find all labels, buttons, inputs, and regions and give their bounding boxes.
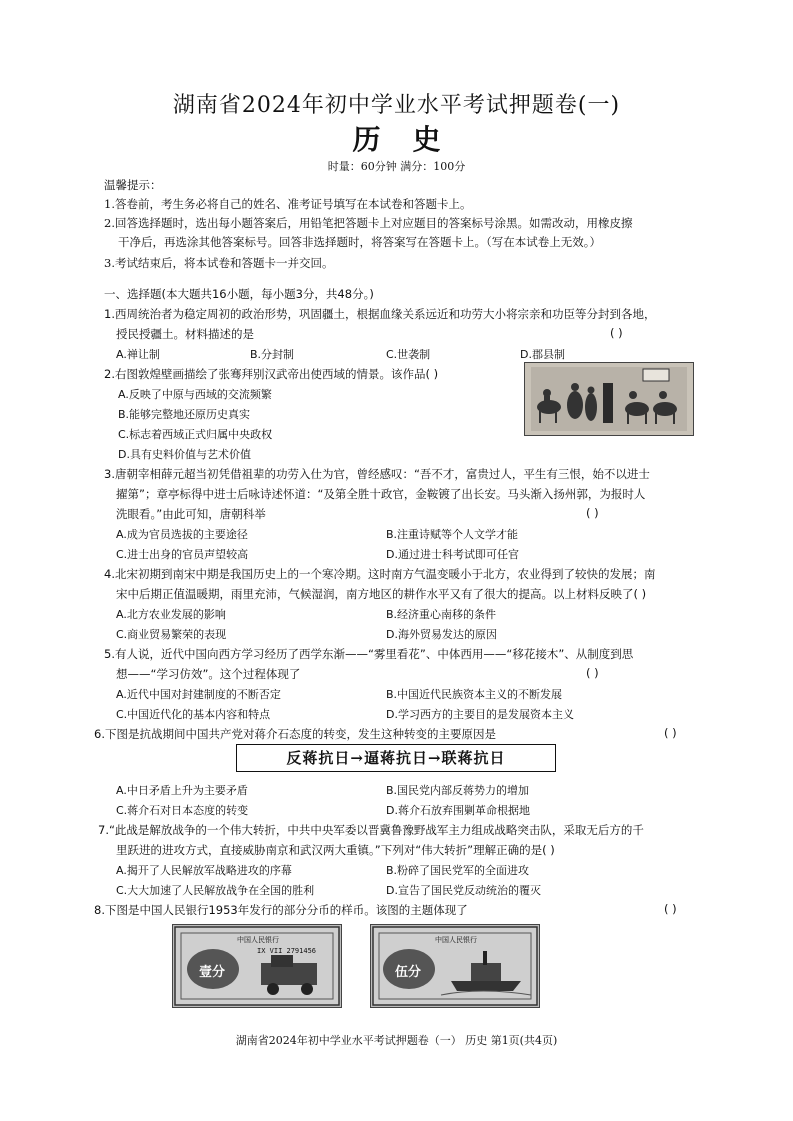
q6-option-a: A.中日矛盾上升为主要矛盾 [116,784,248,797]
q2-option-b: B.能够完整地还原历史真实 [118,408,251,421]
section-heading: 一、选择题(本大题共16小题，每小题3分，共48分。) [104,287,374,301]
q5-option-d: D.学习西方的主要目的是发展资本主义 [386,708,574,721]
exam-title: 湖南省2024年初中学业水平考试押题卷(一) [172,93,621,118]
answer-paren-8: ( ) [664,902,677,916]
q3-option-c: C.进士出身的官员声望较高 [116,548,249,561]
question-5-line-1: 5.有人说，近代中国向西方学习经历了西学东渐——“雾里看花”、中体西用——“移花接木”、从制度到思 [104,647,634,661]
question-4-line-1: 4.北宋初期到南宋中期是我国历史上的一个寒冷期。这时南方气温变暖小于北方，农业得到了较快的发展；南 [104,567,656,581]
question-4-line-2: 宋中后期正值温暖期，雨里充沛，气候湿润，南方地区的耕作水平又有了很大的提高。以上材料反映了( ) [116,587,647,601]
attitude-flow-box: 反蒋抗日→逼蒋抗日→联蒋抗日 [236,744,556,772]
question-6-line-1: 6.下图是抗战期间中国共产党对蒋介石态度的转变，发生这种转变的主要原因是 [94,727,496,741]
question-3-line-1: 3.唐朝宰相薛元超当初凭借祖辈的功劳入仕为官，曾经感叹：“吾不才，富贵过人，平生有三恨，始不以进士 [104,467,650,481]
q2-option-c: C.标志着西域正式归属中央政权 [118,428,273,441]
q4-option-a: A.北方农业发展的影响 [116,608,226,621]
q4-option-d: D.海外贸易发达的原因 [386,628,497,641]
q3-option-b: B.注重诗赋等个人文学才能 [386,528,519,541]
q5-option-b: B.中国近代民族资本主义的不断发展 [386,688,563,701]
q2-option-d: D.具有史料价值与艺术价值 [118,448,251,461]
notice-item-2a: 2.回答选择题时，选出每小题答案后，用铅笔把答题卡上对应题目的答案标号涂黑。如需改动，用橡皮擦 [104,216,633,230]
answer-paren-5: ( ) [586,666,599,680]
banknote-one-fen [172,924,342,1008]
dunhuang-mural-image [524,362,694,436]
q1-option-c: C.世袭制 [386,348,431,361]
notice-heading: 温馨提示： [104,178,162,192]
question-2-line-1: 2.右图敦煌壁画描绘了张骞拜别汉武帝出使西域的情景。该作品( ) [104,367,439,381]
question-1-line-1: 1.西周统治者为稳定周初的政治形势，巩固疆土，根据血缘关系远近和功劳大小将宗亲和功臣等分封到各地， [104,307,656,321]
question-7-line-1: 7.“此战是解放战争的一个伟大转折，中共中央军委以晋冀鲁豫野战军主力组成战略突击队，采取无后方的千 [98,823,644,837]
note2-bank-name: 中国人民银行 [435,936,477,944]
answer-paren-1: ( ) [610,326,623,340]
time-info: 时量：60分钟 满分：100分 [327,160,466,173]
notice-item-2b: 干净后，再选涂其他答案标号。回答非选择题时，将答案写在答题卡上。（写在本试卷上无效。） [118,235,601,249]
q3-option-a: A.成为官员选拔的主要途径 [116,528,248,541]
q4-option-c: C.商业贸易繁荣的表现 [116,628,227,641]
subject-title: 历史 [352,123,473,156]
note2-value: 伍分 [395,965,422,980]
question-3-line-3: 洗眼看。”由此可知，唐朝科举 [116,507,266,521]
note1-bank-name: 中国人民银行 [237,936,279,944]
note1-value: 壹分 [199,965,226,980]
q2-option-a: A.反映了中原与西域的交流频繁 [118,388,272,401]
notice-item-3: 3.考试结束后，将本试卷和答题卡一并交回。 [104,256,334,270]
question-5-line-2: 想——“学习仿效”。这个过程体现了 [116,667,301,681]
q7-option-b: B.粉碎了国民党军的全面进攻 [386,864,530,877]
q7-option-a: A.揭开了人民解放军战略进攻的序幕 [116,864,292,877]
q6-option-b: B.国民党内部反蒋势力的增加 [386,784,530,797]
q5-option-a: A.近代中国对封建制度的不断否定 [116,688,281,701]
q7-option-d: D.宣告了国民党反动统治的覆灭 [386,884,541,897]
q5-option-c: C.中国近代化的基本内容和特点 [116,708,271,721]
note1-serial: IX VII 2791456 [257,947,317,955]
question-3-line-2: 擢第”；章亭标得中进士后咏诗述怀道：“及第全胜十政官，金鞍镀了出长安。马头渐入扬州郭，为报时人 [116,487,646,501]
q1-option-a: A.禅让制 [116,348,160,361]
question-7-line-2: 里跃进的进攻方式，直接威胁南京和武汉两大重镇。”下列对“伟大转折”理解正确的是( ) [116,843,555,857]
q6-option-d: D.蒋介石放弃围剿革命根据地 [386,804,530,817]
notice-item-1: 1.答卷前，考生务必将自己的姓名、准考证号填写在本试卷和答题卡上。 [104,197,472,211]
q1-option-d: D.郡县制 [520,348,565,361]
q6-option-c: C.蒋介石对日本态度的转变 [116,804,249,817]
question-1-line-2: 授民授疆土。材料描述的是 [116,327,254,341]
q7-option-c: C.大大加速了人民解放战争在全国的胜利 [116,884,315,897]
question-8-line-1: 8.下图是中国人民银行1953年发行的部分分币的样币。该图的主题体现了 [94,903,468,917]
q4-option-b: B.经济重心南移的条件 [386,608,497,621]
answer-paren-3: ( ) [586,506,599,520]
page-footer: 湖南省2024年初中学业水平考试押题卷（一） 历史 第1页(共4页) [235,1034,558,1047]
banknote-five-fen [370,924,540,1008]
answer-paren-6: ( ) [664,726,677,740]
q1-option-b: B.分封制 [250,348,295,361]
q3-option-d: D.通过进士科考试即可任官 [386,548,519,561]
